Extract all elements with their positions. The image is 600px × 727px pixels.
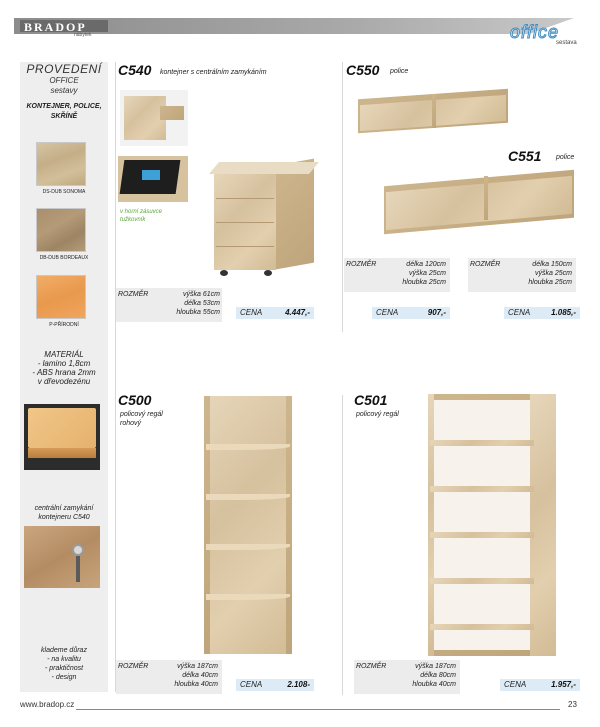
emphasis-line: - na kvalitu [47, 656, 81, 663]
sidebar [20, 62, 108, 692]
lock-caption [20, 504, 108, 522]
category-line: SKŘÍNĚ [50, 113, 78, 120]
price-value: 907,- [427, 308, 446, 317]
product-desc-c500 [120, 410, 163, 428]
column-divider [342, 395, 343, 695]
c540-drawer-photo [120, 90, 188, 146]
collection-title: office [510, 22, 560, 42]
dim-value: délka 120cm [406, 261, 446, 268]
price-c540 [236, 307, 314, 319]
brand-logo: BRADOP [24, 20, 87, 34]
sidebar-title: PROVEDENÍ [26, 62, 102, 76]
material-line: - ABS hrana 2mm [32, 368, 96, 377]
lock-line: centrální zamykání [34, 505, 94, 512]
product-desc-c501 [356, 410, 399, 419]
material-edge-photo [24, 404, 100, 470]
lock-line: kontejneru C540 [38, 514, 90, 521]
emphasis-line: klademe důraz [41, 647, 87, 654]
dims-label: ROZMĚR [470, 261, 501, 268]
desc-line: rohový [120, 420, 142, 427]
c501-bookcase-drawing [424, 390, 560, 660]
price-label: CENA [376, 308, 399, 317]
page-number: 23 [568, 700, 577, 709]
dims-label: ROZMĚR [356, 663, 387, 670]
brand-subtitle: nábytek [74, 32, 92, 38]
emphasis-info [20, 646, 108, 682]
sidebar-subtitle [20, 76, 108, 96]
product-code-c501: C501 [354, 392, 388, 408]
swatch-label: DS-DUB SONOMA [42, 189, 86, 195]
price-value: 4.447,- [285, 308, 310, 317]
swatch-dub-bordeaux [36, 208, 86, 252]
category-line: KONTEJNER, POLICE, [26, 103, 102, 110]
product-code-c500: C500 [118, 392, 152, 408]
column-divider [342, 62, 343, 332]
dim-value: výška 25cm [409, 270, 446, 277]
dims-c500 [118, 662, 218, 692]
emphasis-line: - praktičnost [44, 665, 84, 672]
material-line: v dřevodezénu [37, 377, 91, 386]
key-icon [72, 544, 84, 556]
product-desc-c550: police [390, 68, 409, 75]
c540-container-drawing [206, 160, 318, 278]
dims-c540 [118, 290, 220, 320]
dims-c551 [470, 260, 572, 290]
sidebar-category [20, 102, 108, 122]
dim-value: výška 187cm [177, 663, 218, 670]
swatch-prirodni [36, 275, 86, 319]
emphasis-line: - design [51, 674, 77, 681]
dim-value: výška 187cm [415, 663, 456, 670]
price-c500 [236, 679, 314, 691]
product-code-c550: C550 [346, 62, 380, 78]
material-line: MATERIÁL [44, 350, 84, 359]
price-label: CENA [240, 680, 263, 689]
product-desc-c551: police [556, 154, 575, 161]
column-divider [115, 62, 116, 692]
dim-value: hloubka 40cm [412, 681, 456, 688]
footer-rule [76, 709, 560, 710]
desc-line: policový regál [356, 411, 399, 418]
dims-label: ROZMĚR [118, 291, 149, 298]
c540-pen-tray-photo [118, 156, 188, 202]
c540-note [120, 208, 162, 224]
dim-value: hloubka 55cm [176, 309, 220, 316]
dims-label: ROZMĚR [346, 261, 377, 268]
price-label: CENA [240, 308, 263, 317]
sidebar-subtitle-line: sestavy [50, 86, 78, 95]
c551-shelf-drawing [380, 172, 576, 236]
dim-value: délka 40cm [182, 672, 218, 679]
price-value: 2.108- [287, 680, 310, 689]
dim-value: výška 61cm [183, 291, 220, 298]
price-label: CENA [508, 308, 531, 317]
desc-line: policový regál [120, 411, 163, 418]
dim-value: délka 80cm [420, 672, 456, 679]
material-info [20, 350, 108, 386]
swatch-label: P-PŘÍRODNÍ [49, 322, 79, 328]
note-line: v horní zásuvce [120, 209, 163, 215]
material-line: - lamino 1,8cm [37, 359, 91, 368]
price-value: 1.085,- [551, 308, 576, 317]
dim-value: hloubka 25cm [402, 279, 446, 286]
page-header [0, 0, 600, 44]
note-line: tužkovník [120, 217, 146, 223]
swatch-label: DB-DUB BORDEAUX [39, 255, 89, 261]
footer-url[interactable]: www.bradop.cz [20, 700, 75, 709]
c500-corner-shelf-drawing [200, 392, 296, 658]
price-c501 [500, 679, 580, 691]
product-desc-c540: kontejner s centrálním zamykáním [160, 69, 267, 76]
price-c551 [504, 307, 580, 319]
dims-label: ROZMĚR [118, 663, 149, 670]
dim-value: výška 25cm [535, 270, 572, 277]
sidebar-subtitle-line: OFFICE [49, 76, 79, 85]
swatch-dub-sonoma [36, 142, 86, 186]
dims-c550 [346, 260, 446, 290]
price-c550 [372, 307, 450, 319]
dim-value: délka 150cm [532, 261, 572, 268]
dim-value: hloubka 25cm [528, 279, 572, 286]
price-label: CENA [504, 680, 527, 689]
dim-value: hloubka 40cm [174, 681, 218, 688]
lock-photo [24, 526, 100, 588]
product-code-c540: C540 [118, 62, 152, 78]
dim-value: délka 53cm [184, 300, 220, 307]
product-code-c551: C551 [508, 148, 542, 164]
c550-shelf-drawing [354, 88, 514, 136]
collection-subtitle: sestava [556, 40, 577, 46]
price-value: 1.957,- [551, 680, 576, 689]
dims-c501 [356, 662, 456, 692]
